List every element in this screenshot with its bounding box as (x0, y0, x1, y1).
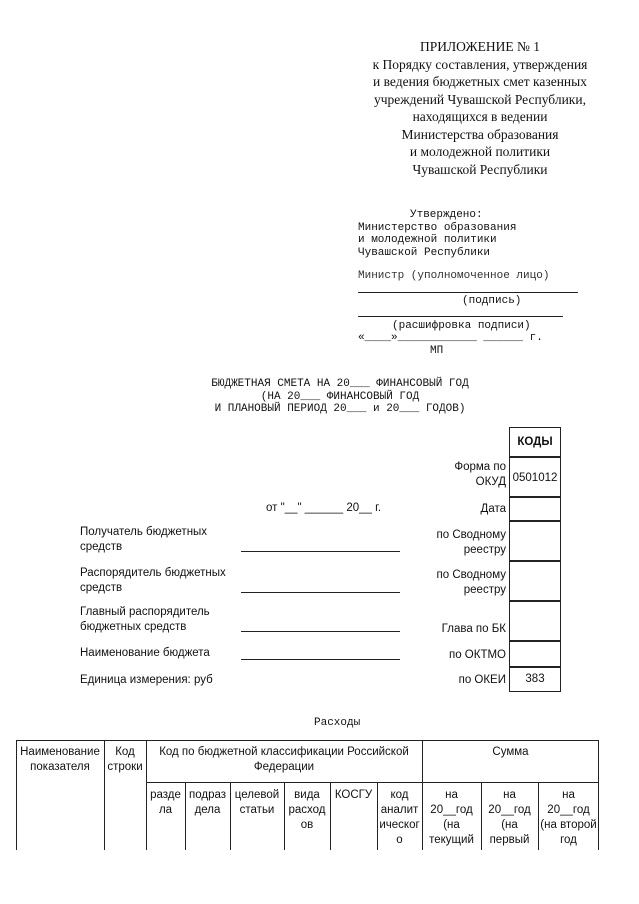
sub-analytic-line: ическог (379, 819, 420, 831)
appendix-line: ПРИЛОЖЕНИЕ № 1 (419, 39, 541, 54)
okud-label (420, 460, 506, 490)
svod1-label-line: реестру (463, 544, 506, 556)
approval-block (358, 209, 588, 259)
sub-target-line: целевой (234, 789, 280, 801)
sub-year1-line: на (445, 789, 458, 801)
svod1-label (410, 528, 506, 558)
table-header-split (146, 782, 599, 783)
code-svod1-cell (509, 521, 561, 561)
sub-kosgu-header: КОСГУ (334, 789, 373, 801)
code-bk-cell (509, 601, 561, 641)
col-name-line: Наименование (20, 746, 100, 758)
chief-label-line: Главный распорядитель (80, 606, 210, 618)
okud-label-line: Форма по (454, 461, 506, 473)
sub-year3-header (538, 788, 599, 848)
oktmo-label: по ОКТМО (448, 649, 506, 661)
sub-year2-line: (на (501, 819, 518, 831)
col-name-header (16, 745, 104, 775)
approval-org-line: Министерство образования (358, 221, 517, 234)
appendix-line: и молодежной политики (409, 144, 551, 159)
recipient-label (80, 525, 207, 555)
sub-year2-line: первый (489, 834, 530, 846)
sub-year1-header (422, 788, 481, 848)
sub-analytic-line: о (396, 834, 403, 846)
sub-year1-line: (на (443, 819, 460, 831)
col-code-line: строки (107, 761, 143, 773)
bk-label: Глава по БК (441, 623, 506, 635)
code-svod2-cell (509, 561, 561, 601)
svod2-label-line: реестру (463, 584, 506, 596)
appendix-line: находящихся в ведении (412, 109, 548, 124)
expenses-table (16, 740, 599, 870)
stamp-label: МП (430, 345, 444, 357)
sub-subsection-header (185, 788, 230, 818)
title-line: (НА 20___ ФИНАНСОВЫЙ ГОД (260, 390, 420, 403)
col-sum-header: Сумма (492, 746, 529, 758)
col-code-line: Код (115, 746, 135, 758)
sub-section-line: ла (158, 804, 173, 816)
recipient-label-line: средств (80, 541, 123, 553)
sub-type-line: расход (288, 804, 326, 816)
okud-value: 0501012 (512, 472, 558, 484)
approval-org-line: и молодежной политики (358, 234, 497, 246)
sub-year3-line: год (560, 834, 577, 846)
expenses-heading: Расходы (314, 717, 361, 729)
recipient-label-line: Получатель бюджетных (80, 526, 208, 538)
title-line: БЮДЖЕТНАЯ СМЕТА НА 20___ ФИНАНСОВЫЙ ГОД (211, 378, 469, 390)
okei-value: 383 (525, 673, 545, 685)
sub-year1-line: текущий (429, 834, 474, 846)
col-bk-header (146, 745, 422, 775)
codes-header: КОДЫ (509, 427, 561, 457)
sub-subsection-line: дела (194, 804, 221, 816)
appendix-line: Министерства образования (401, 126, 559, 142)
unit-label: Единица измерения: руб (80, 674, 213, 686)
approval-org-line: Чувашской Республики (358, 246, 491, 259)
approval-heading: Утверждено: (410, 209, 483, 221)
col-code-header (104, 745, 146, 775)
approval-date-line: «____»____________ ______ г. (358, 332, 543, 344)
col-bk-line: Код по бюджетной классификации Российской (159, 746, 409, 758)
sub-target-header (230, 788, 284, 818)
code-date-cell (509, 497, 561, 521)
budget-name-line (241, 659, 400, 660)
sub-target-line: статьи (239, 804, 275, 816)
sub-type-line: вида (294, 789, 320, 801)
svod2-label (410, 568, 506, 598)
col-bk-line: Федерации (253, 761, 315, 773)
sub-section-line: разде (150, 789, 181, 801)
sub-analytic-line: аналит (380, 804, 419, 816)
appendix-line: учреждений Чувашской Республики, (374, 91, 586, 107)
document-title (180, 378, 500, 416)
appendix-line: к Порядку составления, утверждения (372, 56, 588, 72)
title-line: И ПЛАНОВЫЙ ПЕРИОД 20___ и 20___ ГОДОВ) (214, 403, 466, 415)
chief-label (80, 605, 210, 635)
sub-year2-line: 20__год (488, 804, 531, 816)
sub-year3-line: (на второй (540, 819, 597, 831)
budget-name-label: Наименование бюджета (80, 647, 210, 659)
decode-caption: (расшифровка подписи) (392, 320, 531, 332)
manager-label-line: Распорядитель бюджетных (80, 567, 226, 579)
appendix-line: Чувашской Республики (412, 161, 548, 177)
sub-type-line: ов (300, 819, 314, 831)
appendix-line: и ведения бюджетных смет казенных (373, 74, 587, 89)
code-okei-cell (509, 667, 561, 692)
okud-label-line: ОКУД (475, 476, 506, 488)
sub-analytic-line: код (390, 789, 409, 801)
sub-year2-header (481, 788, 538, 848)
chief-line (241, 631, 400, 632)
sub-year3-line: на (562, 789, 575, 801)
sub-subsection-line: подраз (188, 789, 226, 801)
manager-line (241, 592, 400, 593)
sub-type-header (284, 788, 330, 833)
signature-line (358, 292, 578, 293)
okei-label: по ОКЕИ (458, 674, 506, 686)
decode-line (358, 316, 563, 317)
manager-label-line: средств (80, 582, 123, 594)
recipient-line (241, 551, 400, 552)
signature-caption: (подпись) (462, 295, 522, 307)
svod2-label-line: по Сводному (436, 569, 506, 581)
manager-label (80, 566, 226, 596)
code-okud-cell (509, 457, 561, 497)
date-label: Дата (480, 503, 506, 515)
minister-label: Министр (уполномоченное лицо) (358, 270, 550, 282)
chief-label-line: бюджетных средств (80, 621, 187, 633)
sub-year2-line: на (503, 789, 516, 801)
col-name-line: показателя (30, 761, 90, 773)
sub-year3-line: 20__год (547, 804, 590, 816)
code-oktmo-cell (509, 641, 561, 667)
sub-year1-line: 20__год (430, 804, 473, 816)
sub-analytic-header (377, 788, 422, 848)
sub-section-header (146, 788, 185, 818)
appendix-header (330, 38, 630, 178)
date-from: от "__" ______ 20__ г. (266, 502, 382, 514)
svod1-label-line: по Сводному (436, 529, 506, 541)
